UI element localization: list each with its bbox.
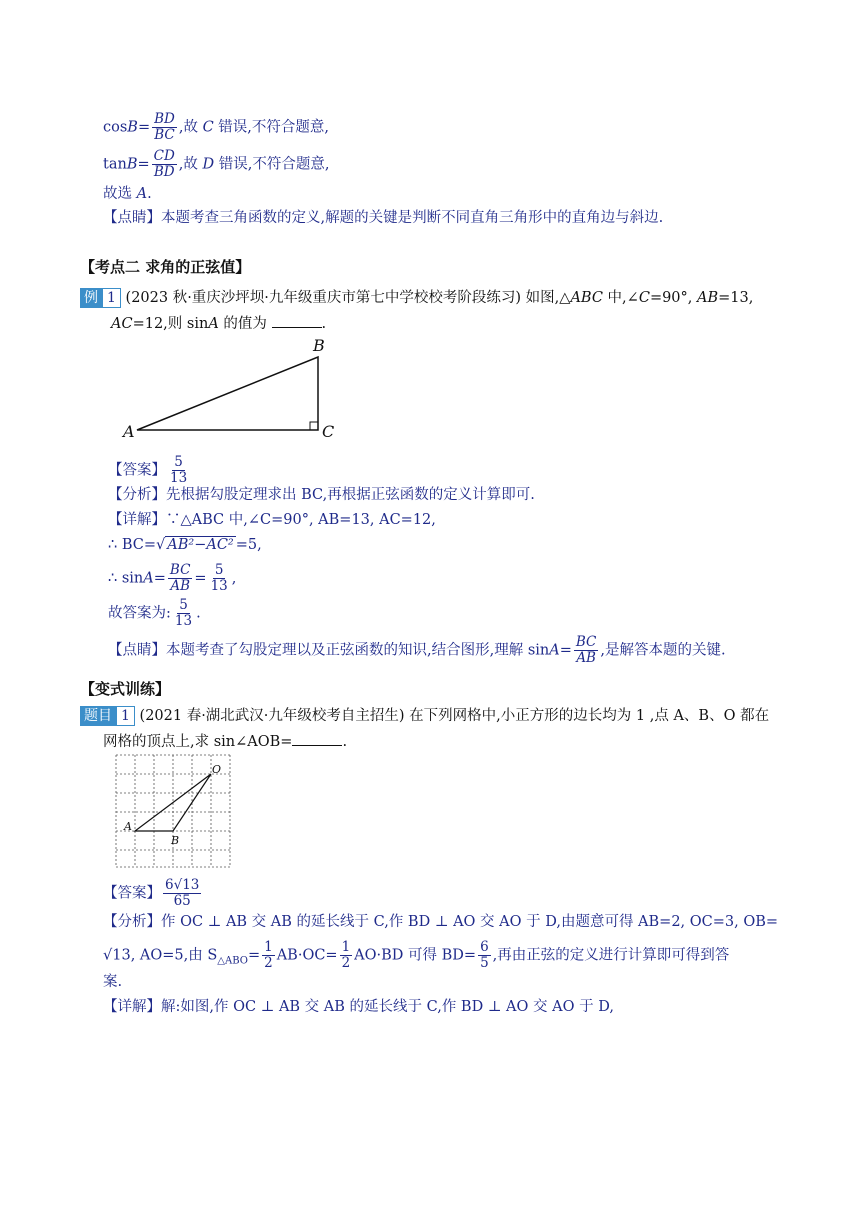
- choose-line: 故选 A.: [103, 186, 152, 202]
- answer-fraction: $\frac{5}{13}$: [170, 454, 188, 486]
- problem-analysis-2: √13, AO=5,由 $S_{\triangle ABO}=$ $\frac{1}{2}$ AB·OC= $\frac{1}{2}$ AO·BD 可得 BD= $\frac{6}{5}$ ,再由正弦的定义进行计算即可得到答: [103, 939, 730, 971]
- triangle-aob: [135, 774, 211, 831]
- problem-blank: [292, 731, 342, 746]
- example-comment: 【点睛】本题考查了勾股定理以及正弦函数的知识,结合图形,理解 sinA= $\frac{BC}{AB}$ ,是解答本题的关键.: [108, 634, 726, 666]
- example-detail-2: ∴ BC=√ AB²−AC² =5,: [108, 537, 262, 553]
- example-answer: 【答案】 $\frac{5}{13}$: [108, 454, 188, 486]
- triangle-figure: [115, 335, 345, 445]
- problem-answer-fraction: $\frac{6√13}{65}$: [165, 877, 200, 909]
- problem-analysis-3: 案.: [103, 974, 123, 990]
- problem-line-1: 题目 1 (2021 春·湖北武汉·九年级校考自主招生) 在下列网格中,小正方形的边长均为 1 ,点 A、B、O 都在: [80, 706, 769, 726]
- section-heading: 【考点二 求角的正弦值】: [80, 258, 251, 276]
- tan-fraction: $\frac{CD}{BD}$: [153, 148, 175, 180]
- example-line-2: AC=12,则 sinA 的值为 .: [111, 313, 326, 334]
- cos-var: B: [127, 119, 138, 136]
- problem-analysis-1: 【分析】作 OC ⊥ AB 交 AB 的延长线于 C,作 BD ⊥ AO 交 AO 于 D,由题意可得 AB=2, OC=3, OB=: [103, 914, 779, 930]
- answer-blank: [272, 313, 322, 328]
- problem-badge: 题目: [80, 706, 116, 726]
- label-o: O: [212, 763, 222, 776]
- example-badge: 例: [80, 288, 102, 308]
- example-detail-1: 【详解】∵△ABC 中,∠C=90°, AB=13, AC=12,: [108, 512, 436, 528]
- triangle-abc: [137, 357, 318, 430]
- problem-detail-1: 【详解】解:如图,作 OC ⊥ AB 交 AB 的延长线于 C,作 BD ⊥ AO 交 AO 于 D,: [103, 999, 614, 1015]
- label-a-grid: A: [124, 820, 132, 833]
- label-b-grid: B: [171, 834, 180, 847]
- example-detail-4: 故答案为: $\frac{5}{13}$ .: [108, 597, 201, 629]
- label-a: A: [123, 422, 135, 441]
- example-line-1: 例 1 (2023 秋·重庆沙坪坝·九年级重庆市第七中学校校考阶段练习) 如图,△ABC 中,∠C=90°, AB=13,: [80, 288, 753, 308]
- tan-line: tanB= $\frac{CD}{BD}$ ,故 D 错误,不符合题意,: [103, 148, 330, 180]
- problem-line-2: 网格的顶点上,求 sin∠AOB= .: [103, 731, 347, 752]
- section-heading-variant: 【变式训练】: [80, 680, 171, 698]
- cos-func: cos: [103, 119, 128, 136]
- grid-figure: [113, 752, 237, 872]
- example-analysis: 【分析】先根据勾股定理求出 BC,再根据正弦函数的定义计算即可.: [108, 487, 535, 503]
- right-angle-mark: [310, 422, 318, 430]
- tan-func: tan: [103, 156, 127, 173]
- cos-line: cosB= $\frac{BD}{BC}$ ,故 C 错误,不符合题意,: [103, 111, 330, 143]
- example-detail-3: ∴ sinA= $\frac{BC}{AB}$ = $\frac{5}{13}$ ,: [108, 562, 237, 594]
- problem-number: 1: [116, 706, 135, 726]
- prev-comment: 【点睛】本题考查三角函数的定义,解题的关键是判断不同直角三角形中的直角边与斜边.: [103, 210, 664, 226]
- label-c: C: [322, 422, 335, 441]
- cos-fraction: $\frac{BD}{BC}$: [154, 111, 175, 143]
- example-number: 1: [102, 288, 121, 308]
- label-b: B: [313, 336, 325, 355]
- problem-answer: 【答案】 $\frac{6√13}{65}$: [103, 877, 200, 909]
